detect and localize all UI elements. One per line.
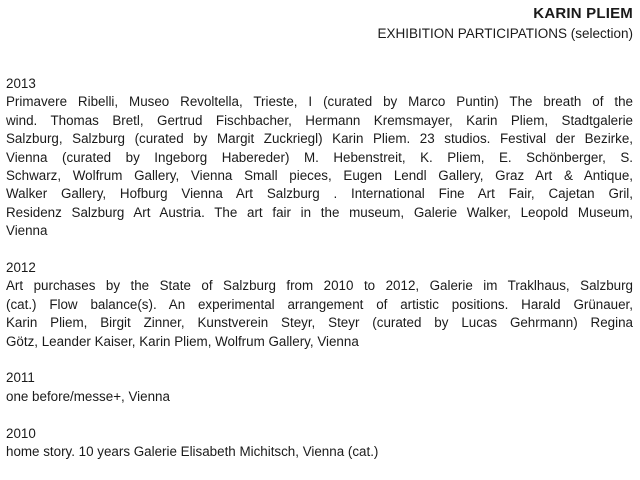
exhibition-section-2013	[6, 75, 633, 241]
paragraph-line: Vienna (curated by Ingeborg Habereder) M. Hebenstreit, K. Pliem, E. Schönberger, S.	[6, 149, 633, 165]
year-label: 2011	[6, 370, 35, 386]
exhibition-section-2012	[6, 259, 633, 351]
year-label: 2012	[6, 260, 36, 276]
paragraph-line: Schwarz, Wolfrum Gallery, Vienna Small pieces, Eugen Lendl Gallery, Graz Art & Antique,	[6, 168, 633, 184]
paragraph-line: Art purchases by the State of Salzburg from 2010 to 2012, Galerie im Traklhaus, Salzburg	[6, 278, 633, 294]
page-title: KARIN PLIEM	[533, 5, 633, 22]
exhibition-paragraph	[6, 388, 633, 406]
paragraph-line: wind. Thomas Bretl, Gertrud Fischbacher, Hermann Kremsmayer, Karin Pliem, Stadtgalerie	[6, 112, 633, 128]
paragraph-line: Walker Gallery, Hofburg Vienna Art Salzburg . International Fine Art Fair, Cajetan Gril,	[6, 186, 633, 202]
paragraph-line: Residenz Salzburg Art Austria. The art fair in the museum, Galerie Walker, Leopold Museum,	[6, 204, 633, 220]
page-subtitle: EXHIBITION PARTICIPATIONS (selection)	[377, 26, 633, 41]
paragraph-line: Vienna	[6, 223, 48, 239]
exhibition-paragraph	[6, 93, 633, 240]
paragraph-line: Primavere Ribelli, Museo Revoltella, Trieste, I (curated by Marco Puntin) The breath of the	[6, 94, 633, 110]
paragraph-line: Salzburg, Salzburg (curated by Margit Zuckriegl) Karin Pliem. 23 studios. Festival der Bezirke,	[6, 131, 633, 147]
paragraph-line: (cat.) Flow balance(s). An experimental arrangement of artistic positions. Harald Grünauer,	[6, 296, 633, 312]
year-label: 2010	[6, 425, 36, 441]
exhibition-paragraph	[6, 443, 633, 461]
paragraph-line: one before/messe+, Vienna	[6, 388, 170, 404]
year-label: 2013	[6, 76, 36, 91]
exhibition-paragraph	[6, 277, 633, 351]
paragraph-line: home story. 10 years Galerie Elisabeth Michitsch, Vienna (cat.)	[6, 444, 379, 460]
exhibition-section-2011	[6, 369, 633, 406]
document-header	[6, 4, 633, 44]
paragraph-line: Karin Pliem, Birgit Zinner, Kunstverein Steyr, Steyr (curated by Lucas Gehrmann) Regina	[6, 315, 633, 331]
exhibition-section-2010	[6, 425, 633, 462]
paragraph-line: Götz, Leander Kaiser, Karin Pliem, Wolfrum Gallery, Vienna	[6, 333, 359, 349]
